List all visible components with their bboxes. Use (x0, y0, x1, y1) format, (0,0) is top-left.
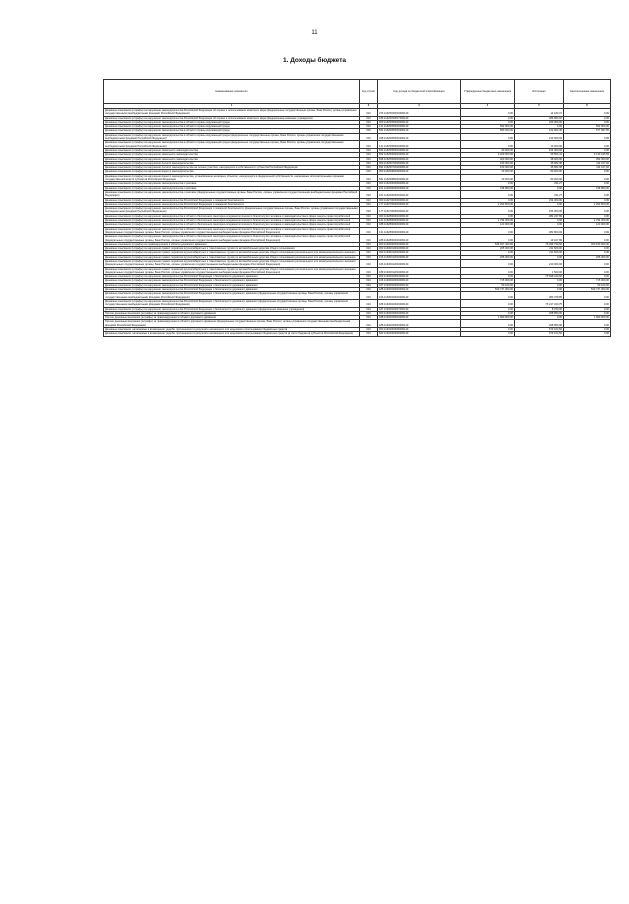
row-income-code: 000 11627000000000140 (378, 198, 461, 202)
row-approved: 3 200 000,00 (461, 153, 515, 157)
row-income-code: 188 11628000016000140 (378, 223, 461, 227)
row-approved: 0,00 (461, 120, 515, 124)
row-line-code: 010 (360, 223, 378, 227)
row-executed: 0,00 (515, 125, 564, 129)
row-line-code: 010 (360, 307, 378, 311)
row-indicator-name: Денежные взыскания (штрафы) за правонарушения в области дорожного движения (104, 242, 360, 246)
row-line-code: 010 (360, 161, 378, 165)
row-line-code: 010 (360, 292, 378, 300)
row-income-code: 188 11630020016000140 (378, 288, 461, 292)
row-indicator-name: Денежные взыскания (штрафы) за нарушение правил перевозки крупногабаритных и тяжеловесных грузов по автомобильным дорогам общего пользования (104, 247, 360, 251)
row-line-code: 010 (360, 259, 378, 267)
row-indicator-name: Денежные взыскания (штрафы) за нарушение законодательства Российской Федерации об охране и использовании животного мира (федеральные казенные учреждения) (104, 116, 360, 120)
row-line-code: 010 (360, 320, 378, 328)
row-executed: 380 378,85 (515, 292, 564, 300)
row-line-code: 010 (360, 207, 378, 215)
row-approved: 20 000,00 (461, 174, 515, 182)
row-income-code: 187 11630020017000140 (378, 307, 461, 311)
row-income-code: 188 11630030016000140 (378, 320, 461, 328)
row-executed: 0,00 (515, 316, 564, 320)
row-income-code: 831 11625050016000140 (378, 129, 461, 133)
row-income-code: 000 11626000000000140 (378, 182, 461, 186)
row-approved: 90 000,00 (461, 148, 515, 152)
table-row (104, 141, 611, 149)
row-unexecuted: 352 000,00 (564, 157, 611, 161)
row-approved: 0,00 (461, 311, 515, 315)
row-unexecuted: 0,00 (564, 207, 611, 215)
row-line-code: 010 (360, 133, 378, 141)
table-row (104, 259, 611, 267)
row-executed: 10 000,00 (515, 141, 564, 149)
row-indicator-name: Прочие денежные взыскания (штрафы) за правонарушения в области дорожного движения (104, 311, 360, 315)
row-indicator-name: Денежные взыскания (штрафы) за нарушение лесного законодательства на лесных участках, находящихся в собственности субъектов Российской Федерации (104, 166, 360, 170)
row-unexecuted: 0,00 (564, 275, 611, 279)
row-unexecuted: 0,00 (564, 198, 611, 202)
row-line-code: 010 (360, 283, 378, 287)
row-line-code: 010 (360, 125, 378, 129)
row-approved: 0,00 (461, 190, 515, 198)
row-line-code: 010 (360, 198, 378, 202)
row-unexecuted: 0,00 (564, 235, 611, 243)
row-executed: 0,00 (515, 255, 564, 259)
row-income-code: 831 11625072020000140 (378, 166, 461, 170)
table-row (104, 267, 611, 275)
row-unexecuted: 1 794 000,00 (564, 219, 611, 223)
table-row (104, 190, 611, 198)
row-unexecuted: 0,00 (564, 182, 611, 186)
row-line-code: 010 (360, 275, 378, 279)
row-income-code: 000 11625080000000140 (378, 170, 461, 174)
row-executed: 0,00 (515, 186, 564, 190)
row-indicator-name: Денежные взыскания (штрафы) за нарушение законодательства в области обеспечения санитарно-эпидемиологического благополучия человека и законодательства в сфере защиты прав потребителей (федеральные государственные органы, Банк России, органы управления государственными внебюджетными фондами Российской Федерации) (104, 235, 360, 243)
row-approved: 120 000,00 (461, 223, 515, 227)
row-income-code: 000 11630030010000140 (378, 311, 461, 315)
row-unexecuted: 0,00 (564, 133, 611, 141)
row-executed: 231,27 (515, 190, 564, 198)
page-number: 11 (311, 30, 318, 36)
row-income-code: 188 11630012016000140 (378, 267, 461, 275)
row-line-code: 010 (360, 109, 378, 117)
row-line-code: 010 (360, 255, 378, 259)
row-approved: 0,00 (461, 198, 515, 202)
row-approved: 533 737 300,00 (461, 288, 515, 292)
row-executed: 211 500,00 (515, 251, 564, 255)
row-approved: 0,00 (461, 227, 515, 235)
row-income-code: 000 11630012010000140 (378, 251, 461, 255)
row-unexecuted: 0,00 (564, 148, 611, 152)
row-line-code: 010 (360, 288, 378, 292)
row-income-code: 161 11626000016000140 (378, 186, 461, 190)
row-approved: 0,00 (461, 328, 515, 332)
row-unexecuted: 3 130 435,59 (564, 153, 611, 157)
row-income-code: 141 11625050016000140 (378, 141, 461, 149)
row-income-code: 106 11630020016000140 (378, 292, 461, 300)
row-approved: 150 000,00 (461, 161, 515, 165)
row-executed: 0,00 (515, 288, 564, 292)
row-indicator-name: Денежные взыскания (штрафы) за нарушение правил перевозки крупногабаритных и тяжеловесных грузов по автомобильным дорогам общего пользования регионального или межмуниципального значения (104, 255, 360, 259)
row-indicator-name: Денежные взыскания (штрафы) за нарушение законодательства Российской Федерации о безопасности дорожного движения (104, 283, 360, 287)
row-approved: 0,00 (461, 235, 515, 243)
row-indicator-name: Денежные взыскания (штрафы) за нарушение водного законодательства, установленное на водных объектах, находящихся в федеральной собственности, налагаемые исполнительными органами государственной власти субъектов Российской Федерации (104, 174, 360, 182)
row-unexecuted: 0,00 (564, 109, 611, 117)
row-executed: 154 000,00 (515, 198, 564, 202)
table-row (104, 320, 611, 328)
row-approved: 198 800,00 (461, 186, 515, 190)
row-indicator-name: Прочие денежные взыскания (штрафы) за правонарушения в области дорожного движения (104, 316, 360, 320)
row-line-code: 010 (360, 219, 378, 223)
row-line-code: 010 (360, 267, 378, 275)
row-approved: 0,00 (461, 307, 515, 311)
row-indicator-name: Денежные взыскания (штрафы) за нарушение законодательства Российской Федерации о пожарной безопасности (104, 198, 360, 202)
row-executed: 14 184,37 (515, 109, 564, 117)
row-unexecuted: 0,00 (564, 214, 611, 218)
row-income-code: 141 11628000016000140 (378, 227, 461, 235)
row-line-code: 010 (360, 190, 378, 198)
row-unexecuted: 0,00 (564, 328, 611, 332)
row-income-code: 141 11625050016000140 (378, 125, 461, 129)
header-executed: Исполнено (515, 80, 564, 104)
row-income-code: 000 11630020010000140 (378, 275, 461, 279)
row-approved: 1 794 000,00 (461, 219, 515, 223)
row-income-code: 188 11628000016000140 (378, 235, 461, 243)
row-line-code: 010 (360, 202, 378, 206)
table-row (104, 174, 611, 182)
row-line-code: 010 (360, 174, 378, 182)
row-approved: 400 000,00 (461, 157, 515, 161)
row-unexecuted: 0,00 (564, 307, 611, 311)
row-income-code: 106 11630012016000140 (378, 259, 461, 267)
row-executed: 1 500,00 (515, 267, 564, 275)
row-executed: 69 564,41 (515, 153, 564, 157)
column-number: 5 (515, 104, 564, 109)
row-approved: 205 000,00 (461, 247, 515, 251)
row-unexecuted: 0,00 (564, 320, 611, 328)
row-unexecuted: 50 100,00 (564, 283, 611, 287)
column-number: 4 (461, 104, 515, 109)
row-indicator-name: Денежные взыскания (штрафы) за нарушение законодательства Российской Федерации о безопасности дорожного движения (федеральные казенные учреждения) (104, 307, 360, 311)
row-approved: 1 900 000,00 (461, 316, 515, 320)
row-indicator-name: Денежные взыскания (штрафы) за нарушение законодательства в области охраны окружающей среды (104, 129, 360, 133)
row-executed: 0,00 (515, 202, 564, 206)
table-row (104, 299, 611, 307)
row-income-code: 177 11627000016000140 (378, 207, 461, 215)
row-income-code: 048 11625050016000140 (378, 133, 461, 141)
table-body (104, 109, 611, 337)
row-approved: 0,00 (461, 332, 515, 336)
column-number: 2 (360, 104, 378, 109)
row-income-code: 076 11625030016000140 (378, 109, 461, 117)
row-unexecuted: 562 000,00 (564, 125, 611, 129)
row-approved: 150 000,00 (461, 166, 515, 170)
row-unexecuted: 0,00 (564, 311, 611, 315)
row-line-code: 010 (360, 170, 378, 174)
row-line-code: 010 (360, 166, 378, 170)
row-indicator-name: Денежные взыскания (штрафы) за нарушение правил перевозки крупногабаритных и тяжеловесных грузов по автомобильным дорогам общего пользования регионального или межмуниципального значения (федеральные государственные органы, Банк России, органы управления государственными внебюджетными фондами Российской Федерации) (104, 267, 360, 275)
row-unexecuted: 0,00 (564, 251, 611, 255)
row-indicator-name: Денежные взыскания (штрафы) за нарушение законодательства в области охраны окружающей среды (104, 120, 360, 124)
row-unexecuted: 0,00 (564, 299, 611, 307)
row-executed: 75 217 320,75 (515, 299, 564, 307)
row-executed: 154 000,00 (515, 207, 564, 215)
row-indicator-name: Денежные взыскания (штрафы) за нарушение законодательства Российской Федерации о пожарной безопасности (федеральные государственные органы, Банк России, органы управления государственными внебюджетными фондами Российской Федерации) (105, 207, 358, 214)
row-unexecuted: 677 997,55 (564, 129, 611, 133)
row-executed: 679 164,50 (515, 332, 564, 336)
row-executed: 486 860,02 (515, 116, 564, 120)
row-executed: 0,00 (515, 283, 564, 287)
row-executed: 75 598 449,60 (515, 275, 564, 279)
row-indicator-name: Прочие денежные взыскания (штрафы) за правонарушения в области дорожного движения (федеральные государственные органы, Банк России, органы управления государственными внебюджетными фондами Российской Федерации) (104, 320, 360, 328)
row-unexecuted: 114 017,92 (564, 161, 611, 165)
row-line-code: 010 (360, 332, 378, 336)
row-income-code: 106 11630012010000140 (378, 255, 461, 259)
row-line-code: 010 (360, 316, 378, 320)
row-executed: 80 000,00 (515, 170, 564, 174)
row-indicator-name: Денежные взыскания (штрафы) за нарушение водного законодательства (104, 170, 360, 174)
row-income-code: 188 11630020016000140 (378, 299, 461, 307)
row-executed: 231,27 (515, 182, 564, 186)
row-executed: 211 500,00 (515, 247, 564, 251)
row-unexecuted: 715 000,00 (564, 279, 611, 283)
header-line-code: Код строки (360, 80, 378, 104)
row-approved: 0,00 (461, 141, 515, 149)
row-income-code: 836 11625060016000140 (378, 157, 461, 161)
row-indicator-name: Денежные взыскания (штрафы) за нарушение законодательства о рекламе (федеральные государственные органы, Банк России, органы управления государственными внебюджетными фондами Российской Федерации) (104, 190, 360, 198)
row-line-code: 010 (360, 311, 378, 315)
row-income-code: 842 11632000020000140 (378, 332, 461, 336)
row-indicator-name: Денежные взыскания (штрафы) за нарушение законодательства Российской Федерации о безопасности дорожного движения (104, 279, 360, 283)
header-indicator-name: Наименование показателя (104, 80, 360, 104)
row-indicator-name: Денежные взыскания (штрафы) за нарушение законодательства Российской Федерации о пожарной безопасности (104, 202, 360, 206)
table-row (104, 292, 611, 300)
header-approved: Утвержденные бюджетные назначения (461, 80, 515, 104)
row-indicator-name: Денежные взыскания (штрафы) за нарушение законодательства Российской Федерации о безопасности дорожного движения (федеральные государственные органы, Банк России, органы управления государственными внебюджетными фондами Российской Федерации) (104, 299, 360, 307)
row-line-code: 010 (360, 279, 378, 283)
row-executed: 0,00 (515, 219, 564, 223)
table-row (104, 332, 611, 336)
row-indicator-name: Денежные взыскания (штрафы) за нарушение законодательства в области обеспечения санитарно-эпидемиологического благополучия человека и законодательства в сфере защиты прав потребителей (104, 214, 360, 218)
budget-income-table (103, 79, 611, 337)
row-indicator-name: Денежные взыскания (штрафы) за нарушение земельного законодательства (104, 148, 360, 152)
row-unexecuted: 205 000,00 (564, 255, 611, 259)
column-number: 3 (378, 104, 461, 109)
header-unexecuted: Неисполненные назначения (564, 80, 611, 104)
row-indicator-name: Денежные взыскания (штрафы) за нарушение земельного законодательства (104, 157, 360, 161)
row-executed: 0,00 (515, 223, 564, 227)
row-unexecuted: 0,00 (564, 190, 611, 198)
row-executed: 35 982,08 (515, 166, 564, 170)
row-approved: 0,00 (461, 182, 515, 186)
row-line-code: 010 (360, 116, 378, 120)
row-indicator-name: Денежные взыскания (штрафы) за нарушение законодательства Российской Федерации о безопасности дорожного движения (104, 288, 360, 292)
row-approved: 536 607 400,00 (461, 242, 515, 246)
row-unexecuted: 0,00 (564, 259, 611, 267)
row-executed: 35 982,08 (515, 161, 564, 165)
row-executed: 679 164,50 (515, 328, 564, 332)
row-executed: 268 850,00 (515, 311, 564, 315)
row-unexecuted: 198 800,00 (564, 186, 611, 190)
row-unexecuted: 0,00 (564, 170, 611, 174)
row-approved: 0,00 (461, 109, 515, 117)
row-executed: 8 750,00 (515, 307, 564, 311)
row-approved: 715 000,00 (461, 279, 515, 283)
row-line-code: 010 (360, 148, 378, 152)
row-approved: 562 000,00 (461, 125, 515, 129)
row-unexecuted: 0,00 (564, 332, 611, 336)
row-line-code: 010 (360, 251, 378, 255)
row-approved: 0,00 (461, 251, 515, 255)
row-indicator-name: Денежные взыскания, налагаемые в возмещение ущерба, причиненного в результате незаконного или нецелевого использования бюджетных средств (104, 328, 360, 332)
row-executed: 213 000,00 (515, 133, 564, 141)
row-unexecuted: 0,00 (564, 120, 611, 124)
row-income-code: 187 11630020016000140 (378, 283, 461, 287)
row-indicator-name: Денежные взыскания (штрафы) за нарушение законодательства Российской Федерации о безопасности дорожного движения (федеральные государственные органы, Банк России, органы управления государственными внебюджетными фондами Российской Федерации) (104, 292, 360, 300)
row-line-code: 010 (360, 242, 378, 246)
row-unexecuted: 114 017,92 (564, 166, 611, 170)
row-income-code: 106 11630020016000140 (378, 279, 461, 283)
row-approved: 205 000,00 (461, 255, 515, 259)
row-indicator-name: Денежные взыскания (штрафы) за нарушение законодательства в области обеспечения санитарно-эпидемиологического благополучия человека и законодательства в сфере защиты прав потребителей (104, 219, 360, 223)
row-unexecuted: 0,00 (564, 141, 611, 149)
row-income-code: 000 11632000000000140 (378, 328, 461, 332)
row-indicator-name: Денежные взыскания (штрафы) за нарушение лесного законодательства (104, 161, 360, 165)
row-unexecuted: 460 540 900,40 (564, 242, 611, 246)
row-executed: 19 447,89 (515, 235, 564, 243)
row-executed: 122 002,45 (515, 129, 564, 133)
row-approved: 1 253 800,00 (461, 202, 515, 206)
row-line-code: 010 (360, 157, 378, 161)
row-indicator-name: Денежные взыскания (штрафы) за нарушение законодательства Российской Федерации о безопасности дорожного движения (104, 275, 360, 279)
table-row (104, 133, 611, 141)
row-line-code: 010 (360, 182, 378, 186)
table-row (104, 207, 611, 215)
row-line-code: 010 (360, 247, 378, 251)
table-row (104, 235, 611, 243)
row-approved: 20 000,00 (461, 170, 515, 174)
row-approved: 0,00 (461, 259, 515, 267)
row-line-code: 010 (360, 186, 378, 190)
row-executed: 268 850,00 (515, 320, 564, 328)
row-indicator-name: Денежные взыскания (штрафы) за нарушение правил перевозки крупногабаритных и тяжеловесных грузов по автомобильным дорогам общего пользования регионального или межмуниципального значения (104, 251, 360, 255)
document-title: 1. Доходы бюджета (282, 57, 347, 64)
row-unexecuted: 533 737 300,00 (564, 288, 611, 292)
row-executed: 76 099 799,60 (515, 242, 564, 246)
row-executed: 210 000,00 (515, 259, 564, 267)
table-row (104, 109, 611, 117)
row-indicator-name: Денежные взыскания (штрафы) за нарушение правил перевозки крупногабаритных и тяжеловесных грузов по автомобильным дорогам общего пользования регионального или межмуниципального значения (федеральные государственные органы, Банк России, органы управления государственными внебюджетными фондами Российской Федерации) (104, 259, 360, 267)
row-income-code: 189 11625030017000140 (378, 116, 461, 120)
row-indicator-name: Денежные взыскания, налагаемые в возмещение ущерба, причиненного в результате незаконного или нецелевого использования бюджетных средств (в части бюджетов субъектов Российской Федерации) (104, 332, 360, 336)
row-line-code: 010 (360, 328, 378, 332)
table-header-row (104, 80, 611, 104)
row-executed: 80 000,00 (515, 174, 564, 182)
row-approved: 50 100,00 (461, 283, 515, 287)
column-number: 1 (104, 104, 360, 109)
row-unexecuted: 0,00 (564, 116, 611, 120)
row-approved: 0,00 (461, 292, 515, 300)
row-approved: 0,00 (461, 214, 515, 218)
row-executed: 382 800,00 (515, 227, 564, 235)
row-indicator-name: Денежные взыскания (штрафы) за нарушение законодательства о рекламе (104, 186, 360, 190)
row-line-code: 010 (360, 299, 378, 307)
row-income-code: 177 11627000016000140 (378, 202, 461, 206)
row-executed: 223 000,00 (515, 120, 564, 124)
row-income-code: 832 11625060016000140 (378, 153, 461, 157)
row-indicator-name: Денежные взыскания (штрафы) за нарушение законодательства в области охраны окружающей среды (федеральные государственные органы, Банк России, органы управления государственными внебюджетными фондами Российской Федерации) (104, 133, 360, 141)
row-indicator-name: Денежные взыскания (штрафы) за нарушение законодательства о рекламе (104, 182, 360, 186)
row-income-code: 831 11625060016000140 (378, 148, 461, 152)
row-income-code: 000 11628000010000140 (378, 214, 461, 218)
row-line-code: 010 (360, 141, 378, 149)
row-unexecuted: 0,00 (564, 247, 611, 251)
row-income-code: 141 11628000016000140 (378, 219, 461, 223)
row-income-code: 161 11626000016000140 (378, 190, 461, 198)
row-indicator-name: Денежные взыскания (штрафы) за нарушение законодательства в области охраны окружающей среды (федеральные государственные органы, Банк России, органы управления государственными внебюджетными фондами Российской Федерации) (104, 141, 360, 149)
row-unexecuted: 0,00 (564, 267, 611, 275)
row-approved: 0,00 (461, 207, 515, 215)
row-line-code: 010 (360, 235, 378, 243)
row-executed: 48 000,00 (515, 157, 564, 161)
row-indicator-name: Денежные взыскания (штрафы) за нарушение законодательства в области обеспечения санитарно-эпидемиологического благополучия человека и законодательства в сфере защиты прав потребителей (федеральные государственные органы, Банк России, органы управления государственными внебюджетными фондами Российской Федерации) (104, 227, 360, 235)
row-approved: 0,00 (461, 299, 515, 307)
row-unexecuted: 1 253 800,00 (564, 202, 611, 206)
row-income-code: 188 11630030016000140 (378, 316, 461, 320)
row-indicator-name: Денежные взыскания (штрафы) за нарушение законодательства в области охраны окружающей среды (104, 125, 360, 129)
column-number: 6 (564, 104, 611, 109)
row-executed: 382 247,89 (515, 214, 564, 218)
row-line-code: 010 (360, 120, 378, 124)
row-indicator-name: Денежные взыскания (штрафы) за нарушение законодательства в области обеспечения санитарно-эпидемиологического благополучия человека и законодательства в сфере защиты прав потребителей (104, 223, 360, 227)
row-approved: 0,00 (461, 133, 515, 141)
row-executed: 0,00 (515, 279, 564, 283)
row-income-code: 000 11630000010000140 (378, 242, 461, 246)
table-row (104, 227, 611, 235)
row-executed: 104 000,00 (515, 148, 564, 152)
row-approved: 0,00 (461, 320, 515, 328)
row-income-code: 000 11625050000000140 (378, 120, 461, 124)
row-income-code: 000 11625070000000140 (378, 161, 461, 165)
row-income-code: 831 11625086020000140 (378, 174, 461, 182)
row-unexecuted: 0,00 (564, 174, 611, 182)
row-indicator-name: Денежные взыскания (штрафы) за нарушение земельного законодательства (104, 153, 360, 157)
row-approved: 0,00 (461, 275, 515, 279)
row-approved: 0,00 (461, 116, 515, 120)
row-approved: 800 000,00 (461, 129, 515, 133)
row-line-code: 010 (360, 153, 378, 157)
row-line-code: 010 (360, 227, 378, 235)
row-unexecuted: 120 000,00 (564, 223, 611, 227)
row-unexecuted: 1 900 000,00 (564, 316, 611, 320)
row-approved: 0,00 (461, 267, 515, 275)
row-unexecuted: 0,00 (564, 292, 611, 300)
row-line-code: 010 (360, 129, 378, 133)
row-line-code: 010 (360, 214, 378, 218)
row-income-code: 000 11630010010000140 (378, 247, 461, 251)
header-income-code: Код дохода по бюджетной классификации (378, 80, 461, 104)
row-unexecuted: 0,00 (564, 227, 611, 235)
row-indicator-name: Денежные взыскания (штрафы) за нарушение законодательства Российской Федерации об охране и использовании животного мира (федеральные государственные органы, Банк России, органы управления государственными внебюджетными фондами Российской Федерации) (104, 109, 360, 117)
